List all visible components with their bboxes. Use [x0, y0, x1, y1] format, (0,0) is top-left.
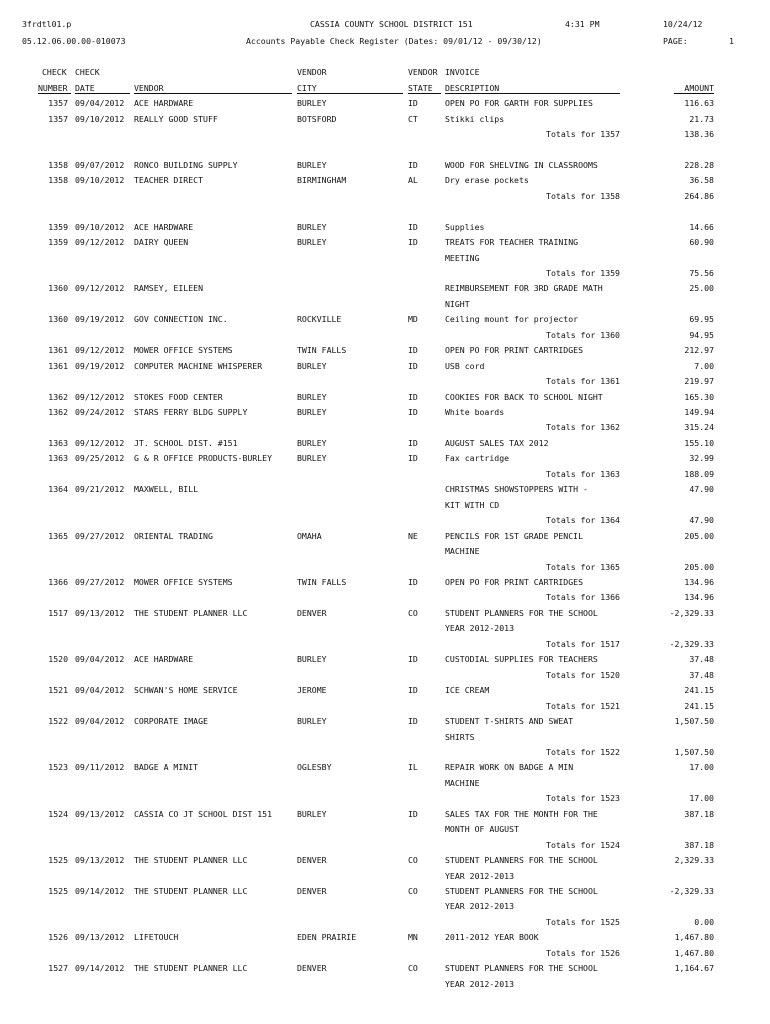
- vendor-name: SCHWAN'S HOME SERVICE: [134, 685, 238, 696]
- check-date: 09/04/2012: [75, 685, 125, 696]
- check-total-label: Totals for 1361: [546, 376, 620, 387]
- invoice-description: STUDENT PLANNERS FOR THE SCHOOL: [445, 886, 598, 896]
- invoice-description-continued: NIGHT: [445, 298, 470, 309]
- invoice-description: USB cord: [445, 360, 485, 371]
- invoice-description: OPEN PO FOR PRINT CARTRIDGES: [445, 576, 584, 587]
- check-total-label: Totals for 1523: [546, 793, 620, 804]
- invoice-description: 2011-2012 YEAR BOOK: [445, 932, 539, 943]
- vendor-city: BURLEY: [297, 453, 327, 464]
- col-vendor: VENDOR: [134, 83, 164, 93]
- check-total-label: Totals for 1517: [546, 638, 620, 649]
- check-total-label: Totals for 1526: [546, 947, 620, 958]
- check-total-amount: 1,467.80: [674, 947, 714, 958]
- header-rule: [75, 93, 130, 94]
- invoice-amount: 2,329.33: [674, 855, 714, 866]
- vendor-state: CO: [408, 963, 418, 974]
- check-total-amount: 94.95: [689, 329, 714, 340]
- check-date: 09/04/2012: [75, 716, 125, 726]
- vendor-city: BURLEY: [297, 808, 327, 819]
- invoice-description: AUGUST SALES TAX 2012: [445, 437, 549, 448]
- vendor-city: BURLEY: [297, 221, 327, 232]
- check-total-label: Totals for 1521: [546, 700, 620, 711]
- invoice-description: STUDENT T-SHIRTS AND SWEAT: [445, 716, 574, 726]
- vendor-name: REALLY GOOD STUFF: [134, 113, 218, 124]
- invoice-description: ICE CREAM: [445, 685, 490, 696]
- check-date: 09/12/2012: [75, 391, 125, 402]
- vendor-state: IL: [408, 762, 418, 773]
- invoice-description-continued: YEAR 2012-2013: [445, 901, 515, 912]
- invoice-description: Fax cartridge: [445, 453, 510, 464]
- check-date: 09/25/2012: [75, 453, 125, 464]
- vendor-state: ID: [408, 345, 418, 356]
- invoice-amount: 17.00: [689, 762, 714, 773]
- check-date: 09/14/2012: [75, 963, 125, 974]
- vendor-name: TEACHER DIRECT: [134, 175, 204, 186]
- check-number: 1357: [48, 98, 68, 108]
- vendor-name: COMPUTER MACHINE WHISPERER: [134, 360, 263, 371]
- check-total-label: Totals for 1525: [546, 916, 620, 927]
- vendor-city: EDEN PRAIRIE: [297, 932, 357, 943]
- check-number: 1524: [48, 808, 68, 819]
- program-name: 3frdtl01.p: [22, 19, 72, 29]
- check-date: 09/24/2012: [75, 407, 125, 417]
- vendor-city: OMAHA: [297, 530, 322, 541]
- header-rule: [134, 93, 292, 94]
- invoice-description: STUDENT PLANNERS FOR THE SCHOOL: [445, 855, 598, 866]
- check-total-label: Totals for 1358: [546, 190, 620, 201]
- check-date: 09/12/2012: [75, 345, 125, 356]
- invoice-description-continued: YEAR 2012-2013: [445, 623, 515, 634]
- invoice-amount: 25.00: [689, 283, 714, 294]
- invoice-amount: 165.30: [684, 391, 714, 402]
- check-date: 09/10/2012: [75, 221, 125, 232]
- check-number: 1525: [48, 855, 68, 866]
- check-date: 09/12/2012: [75, 283, 125, 294]
- invoice-amount: 47.90: [689, 484, 714, 495]
- check-number: 1361: [48, 360, 68, 371]
- invoice-amount: 155.10: [684, 437, 714, 448]
- check-total-amount: 47.90: [689, 515, 714, 526]
- header-rule: [445, 93, 620, 94]
- check-date: 09/11/2012: [75, 762, 125, 773]
- check-date: 09/19/2012: [75, 360, 125, 371]
- invoice-description: Supplies: [445, 221, 485, 232]
- invoice-amount: 116.63: [684, 98, 714, 108]
- check-total-amount: 219.97: [684, 376, 714, 387]
- invoice-amount: 69.95: [689, 314, 714, 325]
- check-number: 1525: [48, 886, 68, 896]
- check-number: 1363: [48, 437, 68, 448]
- vendor-state: CO: [408, 855, 418, 866]
- report-date: 10/24/12: [663, 19, 703, 29]
- vendor-city: BURLEY: [297, 237, 327, 247]
- check-date: 09/13/2012: [75, 932, 125, 943]
- check-total-label: Totals for 1522: [546, 746, 620, 757]
- vendor-name: G & R OFFICE PRODUCTS-BURLEY: [134, 453, 273, 464]
- check-total-amount: 387.18: [684, 839, 714, 850]
- check-number: 1517: [48, 607, 68, 618]
- vendor-name: ACE HARDWARE: [134, 221, 194, 232]
- invoice-description: OPEN PO FOR PRINT CARTRIDGES: [445, 345, 584, 356]
- invoice-description: OPEN PO FOR GARTH FOR SUPPLIES: [445, 98, 593, 108]
- vendor-state: ID: [408, 360, 418, 371]
- invoice-description: REIMBURSEMENT FOR 3RD GRADE MATH: [445, 283, 603, 294]
- district-name: CASSIA COUNTY SCHOOL DISTRICT 151: [310, 19, 473, 29]
- vendor-state: ID: [408, 685, 418, 696]
- report-code: 05.12.06.00.00-010073: [22, 36, 126, 46]
- invoice-description: SALES TAX FOR THE MONTH FOR THE: [445, 808, 598, 819]
- check-total-label: Totals for 1357: [546, 128, 620, 139]
- invoice-amount: 7.00: [694, 360, 714, 371]
- check-number: 1363: [48, 453, 68, 464]
- check-total-label: Totals for 1359: [546, 267, 620, 278]
- check-number: 1362: [48, 391, 68, 402]
- vendor-state: MN: [408, 932, 418, 943]
- invoice-amount: -2,329.33: [669, 886, 714, 896]
- vendor-city: BURLEY: [297, 159, 327, 170]
- check-date: 09/21/2012: [75, 484, 125, 495]
- invoice-amount: 60.90: [689, 237, 714, 247]
- vendor-name: RAMSEY, EILEEN: [134, 283, 204, 294]
- invoice-description-continued: MONTH OF AUGUST: [445, 824, 519, 835]
- col-amount: AMOUNT: [684, 83, 714, 93]
- vendor-name: ACE HARDWARE: [134, 98, 194, 108]
- invoice-description-continued: YEAR 2012-2013: [445, 978, 515, 989]
- check-date: 09/14/2012: [75, 886, 125, 896]
- check-number: 1360: [48, 314, 68, 325]
- vendor-city: TWIN FALLS: [297, 345, 347, 356]
- report-title: Accounts Payable Check Register (Dates: 09/01/12 - 09/30/12): [246, 36, 542, 46]
- check-total-amount: 138.36: [684, 128, 714, 139]
- check-date: 09/12/2012: [75, 437, 125, 448]
- check-total-label: Totals for 1365: [546, 561, 620, 572]
- invoice-amount: 1,164.67: [674, 963, 714, 974]
- invoice-amount: 36.58: [689, 175, 714, 186]
- invoice-amount: 149.94: [684, 407, 714, 417]
- check-total-amount: 188.09: [684, 468, 714, 479]
- invoice-amount: -2,329.33: [669, 607, 714, 618]
- col-check-date-top: CHECK: [75, 67, 100, 77]
- check-number: 1360: [48, 283, 68, 294]
- invoice-amount: 1,507.50: [674, 716, 714, 726]
- vendor-state: ID: [408, 437, 418, 448]
- vendor-name: THE STUDENT PLANNER LLC: [134, 886, 248, 896]
- vendor-state: CT: [408, 113, 418, 124]
- invoice-amount: 212.97: [684, 345, 714, 356]
- vendor-city: BURLEY: [297, 716, 327, 726]
- check-date: 09/10/2012: [75, 113, 125, 124]
- invoice-description: STUDENT PLANNERS FOR THE SCHOOL: [445, 963, 598, 974]
- header-rule: [38, 93, 71, 94]
- vendor-city: BURLEY: [297, 360, 327, 371]
- invoice-description-continued: YEAR 2012-2013: [445, 870, 515, 881]
- invoice-description-continued: MACHINE: [445, 546, 480, 556]
- page-number: 1: [729, 36, 734, 46]
- vendor-city: BURLEY: [297, 407, 327, 417]
- vendor-name: THE STUDENT PLANNER LLC: [134, 607, 248, 618]
- check-number: 1366: [48, 576, 68, 587]
- check-total-amount: 0.00: [694, 916, 714, 927]
- check-total-label: Totals for 1520: [546, 669, 620, 680]
- vendor-city: DENVER: [297, 607, 327, 618]
- invoice-amount: 205.00: [684, 530, 714, 541]
- invoice-amount: 37.48: [689, 654, 714, 665]
- check-number: 1358: [48, 159, 68, 170]
- vendor-city: BURLEY: [297, 98, 327, 108]
- vendor-state: ID: [408, 237, 418, 247]
- invoice-description: Dry erase pockets: [445, 175, 529, 186]
- invoice-amount: 14.66: [689, 221, 714, 232]
- check-total-amount: 37.48: [689, 669, 714, 680]
- vendor-state: ID: [408, 716, 418, 726]
- check-number: 1359: [48, 221, 68, 232]
- vendor-name: MOWER OFFICE SYSTEMS: [134, 345, 233, 356]
- vendor-state: NE: [408, 530, 418, 541]
- invoice-amount: 228.28: [684, 159, 714, 170]
- invoice-description-continued: MACHINE: [445, 777, 480, 788]
- check-total-amount: 1,507.50: [674, 746, 714, 757]
- check-date: 09/27/2012: [75, 530, 125, 541]
- invoice-description: White boards: [445, 407, 505, 417]
- invoice-description: REPAIR WORK ON BADGE A MIN: [445, 762, 574, 773]
- vendor-city: OGLESBY: [297, 762, 332, 773]
- vendor-name: RONCO BUILDING SUPPLY: [134, 159, 238, 170]
- vendor-state: ID: [408, 808, 418, 819]
- vendor-name: MOWER OFFICE SYSTEMS: [134, 576, 233, 587]
- header-rule: [674, 93, 714, 94]
- vendor-city: BURLEY: [297, 654, 327, 665]
- check-date: 09/10/2012: [75, 175, 125, 186]
- check-total-label: Totals for 1364: [546, 515, 620, 526]
- check-total-amount: 134.96: [684, 592, 714, 603]
- vendor-city: DENVER: [297, 886, 327, 896]
- vendor-name: DAIRY QUEEN: [134, 237, 189, 247]
- report-time: 4:31 PM: [565, 19, 600, 29]
- vendor-name: CASSIA CO JT SCHOOL DIST 151: [134, 808, 273, 819]
- check-number: 1520: [48, 654, 68, 665]
- vendor-name: JT. SCHOOL DIST. #151: [134, 437, 238, 448]
- invoice-description: PENCILS FOR 1ST GRADE PENCIL: [445, 530, 584, 541]
- vendor-state: ID: [408, 391, 418, 402]
- vendor-city: TWIN FALLS: [297, 576, 347, 587]
- vendor-name: THE STUDENT PLANNER LLC: [134, 855, 248, 866]
- check-number: 1526: [48, 932, 68, 943]
- col-vendor-city-top: VENDOR: [297, 67, 327, 77]
- check-date: 09/13/2012: [75, 855, 125, 866]
- invoice-amount: 387.18: [684, 808, 714, 819]
- check-total-amount: 75.56: [689, 267, 714, 278]
- col-description: DESCRIPTION: [445, 83, 500, 93]
- invoice-description-continued: KIT WITH CD: [445, 499, 500, 510]
- check-total-amount: -2,329.33: [669, 638, 714, 649]
- vendor-name: ACE HARDWARE: [134, 654, 194, 665]
- vendor-city: BURLEY: [297, 437, 327, 448]
- check-total-label: Totals for 1362: [546, 422, 620, 433]
- vendor-name: BADGE A MINIT: [134, 762, 199, 773]
- check-total-label: Totals for 1363: [546, 468, 620, 479]
- invoice-description: STUDENT PLANNERS FOR THE SCHOOL: [445, 607, 598, 618]
- vendor-name: THE STUDENT PLANNER LLC: [134, 963, 248, 974]
- invoice-description-continued: MEETING: [445, 252, 480, 263]
- col-check-date: DATE: [75, 83, 95, 93]
- vendor-city: DENVER: [297, 963, 327, 974]
- vendor-state: ID: [408, 453, 418, 464]
- vendor-state: ID: [408, 159, 418, 170]
- check-total-label: Totals for 1524: [546, 839, 620, 850]
- col-vendor-state: STATE: [408, 83, 433, 93]
- check-number: 1365: [48, 530, 68, 541]
- check-number: 1521: [48, 685, 68, 696]
- check-number: 1364: [48, 484, 68, 495]
- vendor-name: GOV CONNECTION INC.: [134, 314, 228, 325]
- invoice-description: CHRISTMAS SHOWSTOPPERS WITH -: [445, 484, 588, 495]
- invoice-amount: 32.99: [689, 453, 714, 464]
- vendor-state: CO: [408, 886, 418, 896]
- check-number: 1522: [48, 716, 68, 726]
- check-total-amount: 264.86: [684, 190, 714, 201]
- check-total-amount: 241.15: [684, 700, 714, 711]
- check-date: 09/12/2012: [75, 237, 125, 247]
- invoice-amount: 134.96: [684, 576, 714, 587]
- vendor-name: MAXWELL, BILL: [134, 484, 199, 495]
- invoice-description: Ceiling mount for projector: [445, 314, 579, 325]
- check-date: 09/13/2012: [75, 808, 125, 819]
- check-total-amount: 205.00: [684, 561, 714, 572]
- invoice-description: TREATS FOR TEACHER TRAINING: [445, 237, 579, 247]
- vendor-state: ID: [408, 221, 418, 232]
- invoice-description: WOOD FOR SHELVING IN CLASSROOMS: [445, 159, 598, 170]
- check-date: 09/13/2012: [75, 607, 125, 618]
- vendor-city: JEROME: [297, 685, 327, 696]
- vendor-name: STARS FERRY BLDG SUPPLY: [134, 407, 248, 417]
- vendor-name: ORIENTAL TRADING: [134, 530, 213, 541]
- invoice-description: CUSTODIAL SUPPLIES FOR TEACHERS: [445, 654, 598, 665]
- check-number: 1359: [48, 237, 68, 247]
- check-date: 09/07/2012: [75, 159, 125, 170]
- col-vendor-city: CITY: [297, 83, 317, 93]
- vendor-city: BOTSFORD: [297, 113, 337, 124]
- vendor-city: DENVER: [297, 855, 327, 866]
- col-check-number-top: CHECK: [42, 67, 67, 77]
- check-number: 1362: [48, 407, 68, 417]
- invoice-description: Stikki clips: [445, 113, 505, 124]
- vendor-state: CO: [408, 607, 418, 618]
- check-total-amount: 17.00: [689, 793, 714, 804]
- check-date: 09/04/2012: [75, 654, 125, 665]
- check-date: 09/27/2012: [75, 576, 125, 587]
- vendor-city: BIRMINGHAM: [297, 175, 347, 186]
- check-number: 1523: [48, 762, 68, 773]
- check-total-label: Totals for 1366: [546, 592, 620, 603]
- header-rule: [297, 93, 403, 94]
- check-number: 1361: [48, 345, 68, 356]
- vendor-name: STOKES FOOD CENTER: [134, 391, 223, 402]
- col-check-number: NUMBER: [38, 83, 68, 93]
- invoice-description: COOKIES FOR BACK TO SCHOOL NIGHT: [445, 391, 603, 402]
- invoice-amount: 1,467.80: [674, 932, 714, 943]
- check-total-label: Totals for 1360: [546, 329, 620, 340]
- vendor-city: BURLEY: [297, 391, 327, 402]
- col-invoice-top: INVOICE: [445, 67, 480, 77]
- invoice-amount: 241.15: [684, 685, 714, 696]
- header-rule: [408, 93, 441, 94]
- vendor-city: ROCKVILLE: [297, 314, 342, 325]
- invoice-description-continued: SHIRTS: [445, 731, 475, 742]
- vendor-state: ID: [408, 654, 418, 665]
- vendor-name: CORPORATE IMAGE: [134, 716, 208, 726]
- check-total-amount: 315.24: [684, 422, 714, 433]
- vendor-state: MD: [408, 314, 418, 325]
- vendor-state: ID: [408, 407, 418, 417]
- vendor-state: ID: [408, 576, 418, 587]
- invoice-amount: 21.73: [689, 113, 714, 124]
- col-vendor-state-top: VENDOR: [408, 67, 438, 77]
- check-number: 1357: [48, 113, 68, 124]
- vendor-name: LIFETOUCH: [134, 932, 179, 943]
- page-label: PAGE:: [663, 36, 688, 46]
- check-number: 1527: [48, 963, 68, 974]
- check-date: 09/19/2012: [75, 314, 125, 325]
- check-date: 09/04/2012: [75, 98, 125, 108]
- check-number: 1358: [48, 175, 68, 186]
- vendor-state: ID: [408, 98, 418, 108]
- vendor-state: AL: [408, 175, 418, 186]
